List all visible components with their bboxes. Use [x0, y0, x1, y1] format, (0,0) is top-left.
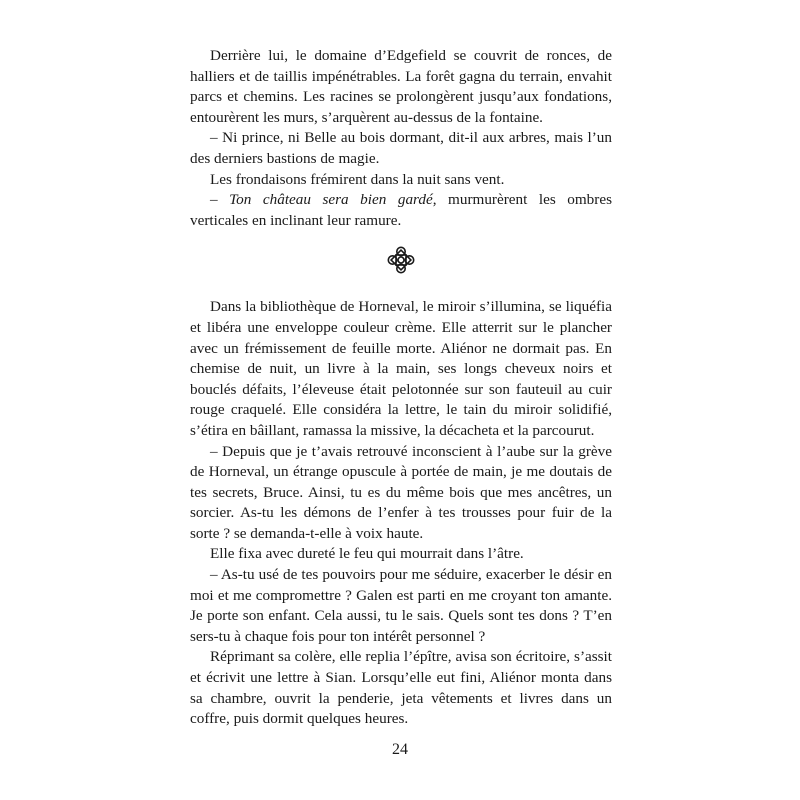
paragraph-with-italic [190, 190, 612, 231]
dialogue-dash: – [210, 191, 230, 209]
paragraph: Derrière lui, le domaine d’Edgefield se couvrit de ronces, de halliers et de taillis impénétrables. La forêt gagna du terrain, envahit parcs et chemins. Les racines se prolongèrent jusqu’aux fondations, entourèrent les murs, s’arquèrent au-dessus de la fontaine. [190, 47, 612, 126]
paragraph-rest: , murmurèrent les ombres verticales en inclinant leur ramure. [190, 191, 612, 229]
section-break-ornament [190, 245, 612, 275]
page-number: 24 [392, 741, 408, 758]
celtic-knot-icon [386, 245, 416, 275]
paragraph: – Depuis que je t’avais retrouvé inconscient à l’aube sur la grève de Horneval, un étrange opuscule à portée de main, je me doutais de tes secrets, Bruce. Ainsi, tu es du même bois que mes ancêtres, un sorcier. As-tu les démons de l’enfer à tes trousses pour fuir de la sorte ? se demanda-t-elle à voix haute. [190, 442, 612, 542]
italic-phrase: Ton château sera bien gardé [229, 191, 433, 209]
paragraph: Dans la bibliothèque de Horneval, le miroir s’illumina, se liquéfia et libéra une enveloppe couleur crème. Elle atterrit sur le plancher avec un frémissement de feuille morte. Aliénor ne dormait pas. En chemise de nuit, un livre à la main, ses longs cheveux noirs et bouclés défaits, l’éleveuse était pelotonnée sur son fauteuil au cuir rouge craquelé. Elle considéra la lettre, le tain du miroir solidifié, s’étira en bâillant, ramassa la missive, la décacheta et la parcourut. [190, 298, 612, 439]
paragraph: – As-tu usé de tes pouvoirs pour me séduire, exacerber le désir en moi et me compromettre ? Galen est parti en me croyant ton amante. Je porte son enfant. Cela aussi, tu le sais. Quels sont tes dons ? T’en sers-tu à chaque fois pour ton intérêt personnel ? [190, 566, 612, 645]
paragraph: – Ni prince, ni Belle au bois dormant, dit-il aux arbres, mais l’un des derniers bastions de magie. [190, 129, 612, 167]
paragraph: Elle fixa avec dureté le feu qui mourrait dans l’âtre. [210, 545, 524, 563]
paragraph: Les frondaisons frémirent dans la nuit sans vent. [210, 170, 505, 188]
paragraph: Réprimant sa colère, elle replia l’épître, avisa son écritoire, s’assit et écrivit une lettre à Sian. Lorsqu’elle eut fini, Aliénor monta dans sa chambre, ouvrit la penderie, jeta vêtements et livres dans un coffre, puis dormit quelques heures. [190, 648, 612, 728]
book-page [190, 46, 612, 730]
section-one [190, 46, 612, 231]
section-two [190, 297, 612, 729]
